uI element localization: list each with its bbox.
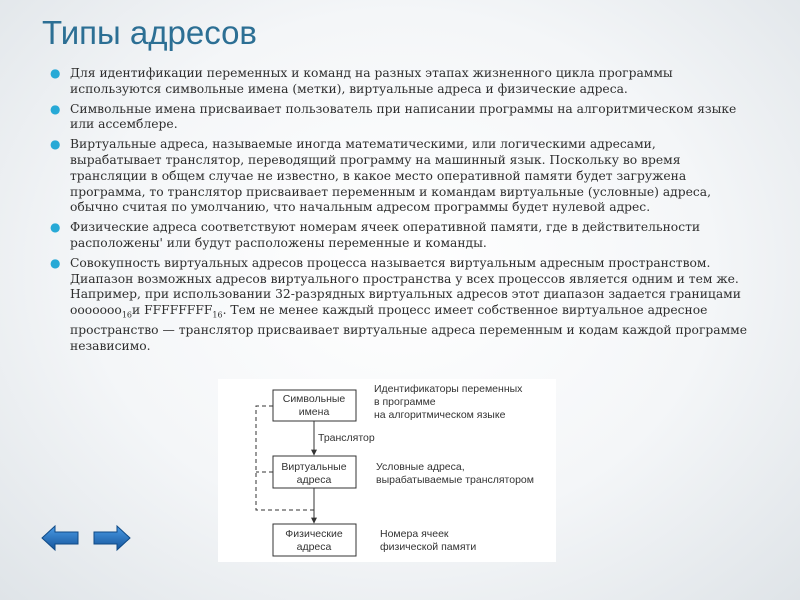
prev-slide-button[interactable] [40, 524, 80, 552]
bullet-text: Виртуальные адреса, называемые иногда математическими, или логическими адресами, вырабатывает транслятор, переводящий программу на машинный язык. Поскольку во время трансляции в общем случае не известно, в какое место оперативной памяти будет загружена программа, то транслятор присваивает переменным и командам виртуальные (условные) адреса, обычно считая по умолчанию, что начальным адресом программы будет нулевой адрес. [70, 137, 712, 215]
bullet-text: Физические адреса соответствуют номерам ячеек оперативной памяти, где в действительности расположены' или будут расположены переменные и команды. [70, 220, 701, 250]
slide-title: Типы адресов [42, 14, 257, 51]
symbolic-desc-line2: в программе [374, 396, 436, 408]
bullet-icon: ● [50, 66, 61, 80]
bullet-text: Для идентификации переменных и команд на разных этапах жизненного цикла программы используются символьные имена (метки), виртуальные адреса и физические адреса. [70, 66, 673, 96]
address-diagram [218, 379, 556, 562]
range-start-base: 16 [121, 310, 133, 320]
physical-box-line2: адреса [296, 541, 332, 553]
physical-desc-line2: физической памяти [380, 541, 477, 553]
virtual-desc-line2: вырабатываемые транслятором [376, 474, 534, 486]
bullet-text-part: Совокупность виртуальных адресов процесса называется виртуальным адресным пространством. Диапазон возможных адресов виртуального пространства у всех процессов является одним и тем же. Например, при использовании 32-разрядных виртуальных адресов этот диапазон задается границами [70, 255, 741, 302]
virtual-box-line2: адреса [296, 474, 332, 486]
translator-label: Транслятор [318, 432, 375, 444]
arrow-left-icon [40, 524, 80, 552]
bullet-item [48, 256, 748, 355]
symbolic-box-line2: имена [298, 406, 330, 418]
range-end-base: 16 [212, 310, 223, 320]
bullet-item [48, 66, 748, 98]
bullet-item [48, 102, 748, 134]
bullet-list [48, 66, 748, 359]
symbolic-desc-line3: на алгоритмическом языке [374, 409, 506, 421]
bullet-text-part: . Тем не менее каждый процесс имеет собственное виртуальное адресное пространство — транслятор присваивает виртуальные адреса переменным и кодам каждой программе независимо. [70, 303, 748, 354]
bullet-item [48, 220, 748, 252]
arrow-right-icon [92, 524, 132, 552]
bullet-icon: ● [50, 101, 61, 116]
diagram-svg [218, 379, 556, 562]
next-slide-button[interactable] [92, 524, 132, 552]
bullet-icon: ● [50, 137, 61, 152]
physical-desc-line1: Номера ячеек [380, 528, 449, 540]
bullet-icon: ● [50, 220, 61, 235]
symbolic-box-line1: Символьные [282, 393, 346, 405]
range-start: ооооооо [70, 303, 122, 318]
symbolic-desc-line1: Идентификаторы переменных [374, 383, 523, 395]
bullet-text: Символьные имена присваивает пользователь при написании программы на алгоритмическом языке или ассемблере. [70, 101, 737, 132]
virtual-box-line1: Виртуальные [281, 461, 347, 473]
bullet-item [48, 137, 748, 216]
range-end: и FFFFFFFF [132, 303, 213, 318]
bullet-icon: ● [50, 255, 61, 270]
virtual-desc-line1: Условные адреса, [376, 461, 465, 473]
physical-box-line1: Физические [285, 528, 343, 540]
